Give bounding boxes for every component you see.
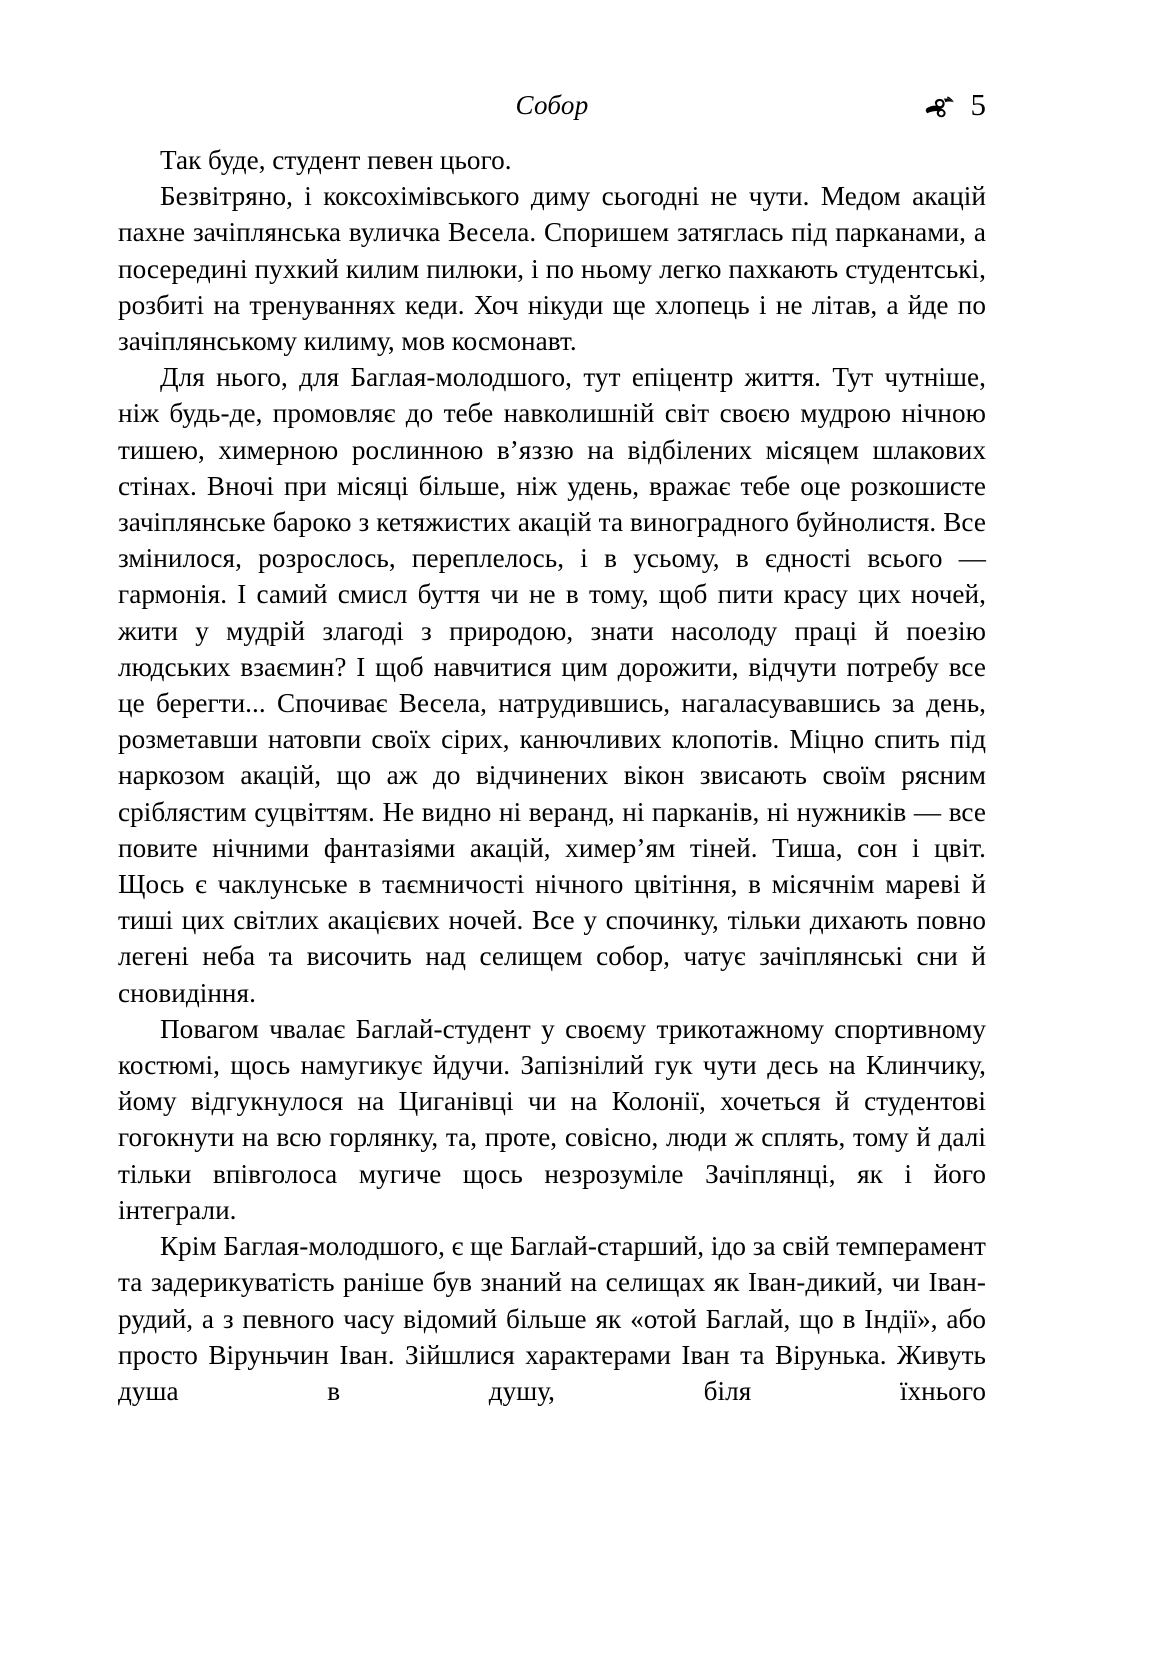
paragraph: Крім Баглая-молодшого, є ще Баглай-старший, ідо за свій темперамент та задерикуватість раніше був знаний на селищах як Іван-дикий, чи Іван-рудий, а з певного часу відомий більше як «отой Баглай, що в Індії», або просто Віруньчин Іван. Зійшлися характерами Іван та Вірунька. Живуть душа в душу, біля їхнього [118, 1231, 986, 1406]
running-head-title: Собор [515, 90, 589, 120]
page-number: 5 [970, 87, 986, 122]
running-head [118, 88, 986, 132]
paragraph: Для нього, для Баглая-молодшого, тут епіцентр життя. Тут чутніше, ніж будь-де, промовляє до тебе навколишній світ своєю мудрою нічною тишею, химерною рослинною в’яззю на відбілених місяцем шлакових стінах. Вночі при місяці більше, ніж удень, вражає тебе оце розкошисте зачіплянське бароко з кетяжистих акацій та виноградного буйнолистя. Все змінилося, розрослось, переплелось, і в усьому, в єдності всього — гармонія. І самий смисл буття чи не в тому, щоб пити красу цих ночей, жити у мудрій злагоді з природою, знати насолоду праці й поезію людських взаємин? І щоб навчитися цим дорожити, відчути потребу все це берегти... Спочиває Весела, натрудившись, нагаласувавшись за день, розметавши натовпи своїх сірих, канючливих клопотів. Міцно спить під наркозом акацій, що аж до відчинених вікон звисають своїм рясним сріблястим суцвіттям. Не видно ні веранд, ні парканів, ні нужників — все повите нічними фантазіями акацій, химер’ям тіней. Тиша, сон і цвіт. Щось є чаклунське в таємничості нічного цвітіння, в місячнім мареві й тиші цих світлих акацієвих ночей. Все у спочинку, тільки дихають повно легені неба та височить над селищем собор, чатує зачіплянські сни й сновидіння. [118, 362, 986, 1008]
body-text-block [118, 142, 986, 1409]
fleuron-flourish-icon [925, 94, 959, 120]
folio-group [925, 85, 987, 125]
paragraph: Безвітряно, і коксохімівського диму сьогодні не чути. Медом акацій пахне зачіплянська вуличка Весела. Споришем затяглась під парканами, а посередині пухкий килим пилюки, і по ньому легко пахкають студентські, розбиті на тренуваннях кеди. Хоч нікуди ще хлопець і не літав, а йде по зачіплянському килиму, мов космонавт. [118, 181, 986, 357]
paragraph: Так буде, студент певен цього. [160, 145, 512, 175]
paragraph: Повагом чвалає Баглай-студент у своєму трикотажному спортивному костюмі, щось намугикує йдучи. Запізнілий гук чути десь на Клинчику, йому відгукнулося на Циганівці чи на Колонії, хочеться й студентові гогокнути на всю горлянку, та, проте, совісно, люди ж сплять, тому й далі тільки впівголоса мугиче щось незрозуміле Зачіплянці, як і його інтеграли. [118, 1013, 986, 1225]
